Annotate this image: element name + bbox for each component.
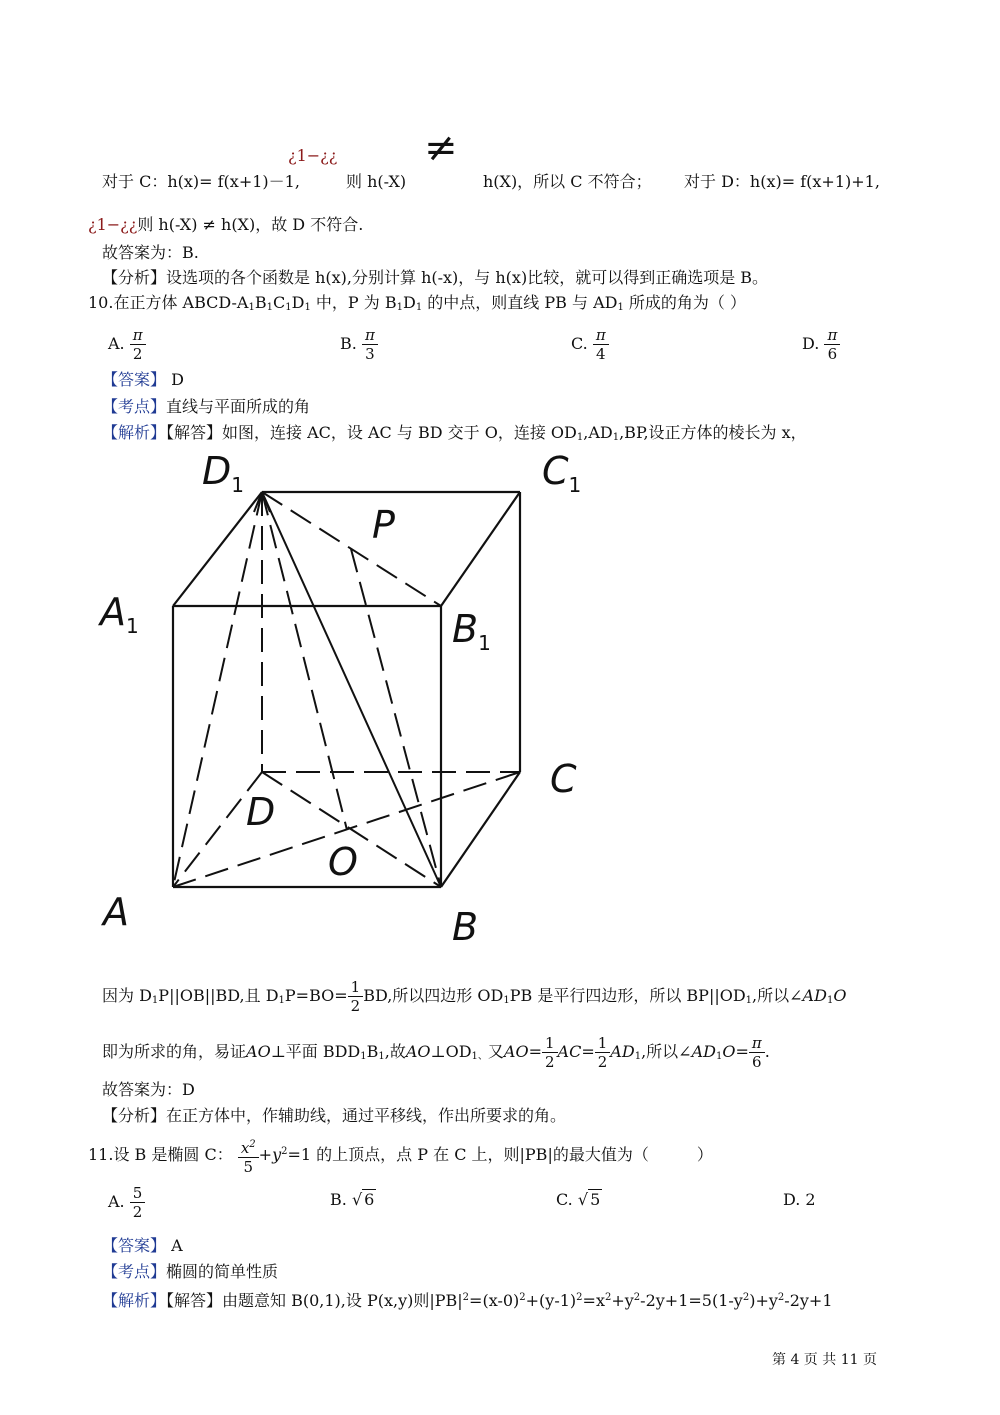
sup: 2 xyxy=(576,1292,583,1303)
frac-num: 1 xyxy=(595,1034,611,1053)
solution-text: 【解答】如图，连接 AC，设 AC 与 BD 交于 O，连接 OD xyxy=(166,423,577,442)
sub: 1 xyxy=(278,995,285,1006)
eq1: =1 xyxy=(287,1145,312,1164)
q9-answer-line: 故答案为：B. xyxy=(102,243,199,262)
q11-answer xyxy=(102,1236,183,1256)
ac: AC= xyxy=(557,1042,595,1061)
q10-stem-e: 中，P 为 B xyxy=(310,293,397,312)
q10-stem-g: 的中点，则直线 PB 与 AD xyxy=(422,293,618,312)
answer-tag: 【答案】 xyxy=(102,370,167,389)
text: 平面 BDD xyxy=(285,1042,361,1061)
q10-stem-f: D xyxy=(403,293,416,312)
q11-stem xyxy=(88,1130,713,1177)
text: 【解答】由题意知 B(0,1),设 P(x,y)则|PB| xyxy=(166,1291,463,1310)
q10-stem-a: 10.在正方体 ABCD-A xyxy=(88,293,249,312)
d-option-result: 则 h(-X) ≠ h(X)，故 D 不符合. xyxy=(137,215,364,234)
solution-tag: 【解析】 xyxy=(102,423,167,442)
text: +y xyxy=(611,1291,634,1310)
q10-option-a xyxy=(108,322,146,366)
edge-c1-b1 xyxy=(441,492,520,606)
not-equal-symbol: ≠ xyxy=(424,125,458,171)
frac-den: 6 xyxy=(752,1053,762,1071)
plus-y: +y xyxy=(258,1145,282,1164)
text: P||OB||BD,且 D xyxy=(158,986,279,1005)
sub: 1 xyxy=(151,995,159,1006)
angle-o: O xyxy=(833,986,847,1005)
q10-option-b xyxy=(340,322,378,366)
option-fraction xyxy=(362,326,378,363)
frac-den: 2 xyxy=(597,1053,608,1071)
option-label: B. xyxy=(330,1190,347,1209)
text: -2y+1=5(1-y xyxy=(640,1291,743,1310)
label-b1: $B_1$ xyxy=(452,607,491,655)
option-label: A. xyxy=(108,334,125,353)
c-option-text: 对于 C：h(x)= f(x+1)－1, xyxy=(102,172,300,191)
label-p: P xyxy=(372,503,395,547)
garbled-expression: ¿1−¿¿ xyxy=(288,146,338,165)
c-option-hx: 则 h(-X) xyxy=(346,172,407,191)
text: 即为所求的角，易证 xyxy=(102,1042,247,1061)
frac-den: 2 xyxy=(350,997,361,1015)
frac-num: π xyxy=(362,326,378,345)
label-c: C xyxy=(550,757,577,801)
text: )+y xyxy=(749,1291,778,1310)
point-value: 直线与平面所成的角 xyxy=(166,397,311,416)
sup: 2 xyxy=(777,1292,785,1303)
text: ,所以 xyxy=(752,986,790,1005)
q10-point xyxy=(102,397,310,417)
frac-num: π xyxy=(593,326,609,345)
q10-analysis: 【分析】在正方体中，作辅助线，通过平移线，作出所要求的角。 xyxy=(102,1106,567,1125)
label-d: D xyxy=(246,790,276,834)
option-label: C. xyxy=(556,1190,573,1209)
text: -2y+1 xyxy=(784,1291,833,1310)
label-a1: $A_1$ xyxy=(100,590,139,638)
sub: 1 xyxy=(612,432,620,443)
point-tag: 【考点】 xyxy=(102,1262,167,1281)
sub: 1 xyxy=(266,302,273,313)
sup: 2 xyxy=(462,1292,470,1303)
radicand: 5 xyxy=(590,1190,601,1209)
option-fraction xyxy=(593,326,609,363)
text: =(x-0) xyxy=(469,1291,520,1310)
q11-option-c xyxy=(556,1190,602,1210)
text: 因为 D xyxy=(102,986,152,1005)
text: 又 xyxy=(487,1042,504,1061)
angle-expression: ∠AD xyxy=(789,986,827,1005)
sub: 1 xyxy=(360,1051,367,1062)
ao-perp: AO⊥ xyxy=(405,1042,446,1061)
sqrt-6: √ 6 xyxy=(351,1190,375,1209)
frac-den: 2 xyxy=(132,345,143,363)
q11-option-d: D. 2 xyxy=(783,1190,816,1209)
q10-answer xyxy=(102,370,184,390)
text: =x xyxy=(582,1291,605,1310)
angle-expression: ∠AD xyxy=(678,1042,716,1061)
q10-stem-h: 所成的角为（ ） xyxy=(623,293,747,312)
q9-analysis: 【分析】设选项的各个函数是 h(x),分别计算 h(-x)，与 h(x)比较，就可以得到正确选项是 B。 xyxy=(102,268,769,287)
frac-den: 4 xyxy=(596,345,606,363)
d-option-text: 对于 D：h(x)= f(x+1)+1, xyxy=(684,172,880,191)
answer-tag: 【答案】 xyxy=(102,1236,167,1255)
ao-perp: AO⊥ xyxy=(246,1042,286,1061)
sub: 1 xyxy=(415,302,423,313)
angle-o: O xyxy=(722,1042,736,1061)
option-label: B. xyxy=(340,334,357,353)
q10-answer-line: 故答案为：D xyxy=(102,1080,195,1099)
sub: 1 xyxy=(634,1051,642,1062)
option-label: A. xyxy=(108,1192,125,1211)
frac-num: 1 xyxy=(542,1034,558,1053)
q11-option-b xyxy=(330,1190,376,1210)
ad1: AD xyxy=(610,1042,635,1061)
sup: 2 xyxy=(281,1146,288,1157)
text: P=BO= xyxy=(284,986,348,1005)
half-fraction xyxy=(595,1034,611,1071)
text: B xyxy=(366,1042,379,1061)
sqrt-5: √ 5 xyxy=(577,1190,601,1209)
sub: 1 xyxy=(715,1051,723,1062)
edge-d1-a1 xyxy=(173,492,262,606)
text: PB 是平行四边形，所以 BP||OD xyxy=(509,986,746,1005)
option-label: C. xyxy=(571,334,588,353)
sup: 2 xyxy=(249,1138,256,1150)
sub: 1 xyxy=(378,1051,385,1062)
frac-num: π xyxy=(130,326,146,345)
label-c1: $C_1$ xyxy=(542,449,582,497)
point-value: 椭圆的简单性质 xyxy=(166,1262,279,1281)
sub: 1、 xyxy=(471,1051,488,1062)
q10-stem-b: B xyxy=(254,293,267,312)
sup: 2 xyxy=(742,1292,750,1303)
sub: 1 xyxy=(285,302,292,313)
sub: 1 xyxy=(248,302,255,313)
label-o: O xyxy=(328,840,358,884)
point-tag: 【考点】 xyxy=(102,397,167,416)
equals: = xyxy=(735,1042,749,1061)
frac-num: 5 xyxy=(130,1184,146,1203)
option-label: D. xyxy=(802,334,820,353)
q10-option-d xyxy=(802,322,840,366)
sub: 1 xyxy=(396,302,403,313)
half-fraction xyxy=(542,1034,558,1071)
option-fraction xyxy=(130,326,146,363)
ao-eq: AO= xyxy=(503,1042,542,1061)
option-fraction xyxy=(130,1184,146,1221)
frac-num: π xyxy=(824,326,840,345)
text: 的上顶点，点 P 在 C 上，则|PB|的最大值为（ ） xyxy=(316,1145,713,1164)
q11-option-a xyxy=(108,1180,145,1224)
label-d1: $D_1$ xyxy=(202,449,244,497)
solution-tag: 【解析】 xyxy=(102,1291,167,1310)
edge-b-c xyxy=(441,772,520,887)
q10-option-c xyxy=(571,322,609,366)
frac-num: π xyxy=(749,1034,765,1053)
q10-because-line xyxy=(102,974,846,1023)
text: ,所以 xyxy=(641,1042,679,1061)
sub: 1 xyxy=(745,995,753,1006)
sub: 1 xyxy=(576,432,584,443)
label-a: A xyxy=(103,890,129,934)
period: . xyxy=(764,1042,770,1061)
frac-den: 5 xyxy=(243,1157,253,1176)
solution-text: ,AD xyxy=(583,423,613,442)
text: 11.设 B 是椭圆 C： xyxy=(88,1145,233,1164)
answer-value: D xyxy=(171,370,184,389)
text: BD,所以四边形 OD xyxy=(363,986,504,1005)
cube-diagram xyxy=(0,440,1000,960)
answer-value: A xyxy=(171,1236,183,1255)
q10-stem-d: D xyxy=(291,293,305,312)
pi6-fraction xyxy=(749,1034,765,1071)
sup: 2 xyxy=(604,1292,612,1303)
text: +(y-1) xyxy=(525,1291,577,1310)
d-option-line xyxy=(88,215,363,235)
frac-den: 2 xyxy=(132,1203,143,1221)
q10-stem-c: C xyxy=(273,293,286,312)
sub: 1 xyxy=(304,302,311,313)
sup: 2 xyxy=(519,1292,526,1303)
label-b: B xyxy=(452,905,479,949)
radicand: 6 xyxy=(364,1190,375,1209)
sub: 1 xyxy=(826,995,834,1006)
page-number: 第 4 页 共 11 页 xyxy=(772,1352,877,1368)
solution-text: ,BP,设正方体的棱长为 x， xyxy=(619,423,807,442)
c-option-result: h(X)，所以 C 不符合； xyxy=(483,172,652,191)
sub: 1 xyxy=(503,995,510,1006)
x2-over-5 xyxy=(238,1136,259,1176)
q11-solution xyxy=(102,1288,833,1311)
sub: 1 xyxy=(617,302,624,313)
frac-den: 6 xyxy=(827,345,838,363)
q10-proof-line xyxy=(102,1030,770,1079)
frac-num: 1 xyxy=(348,978,364,997)
option-fraction xyxy=(824,326,840,363)
frac-den: 3 xyxy=(365,345,375,363)
text: ,故 xyxy=(384,1042,406,1061)
sup: 2 xyxy=(633,1292,641,1303)
half-fraction xyxy=(348,978,364,1015)
text: OD xyxy=(445,1042,472,1061)
garbled-expression-2: ¿1−¿¿ xyxy=(88,215,138,234)
x: x xyxy=(240,1138,250,1157)
frac-den: 2 xyxy=(545,1053,555,1071)
q11-point xyxy=(102,1262,278,1282)
frac-num xyxy=(238,1136,259,1158)
q10-stem xyxy=(88,293,746,318)
